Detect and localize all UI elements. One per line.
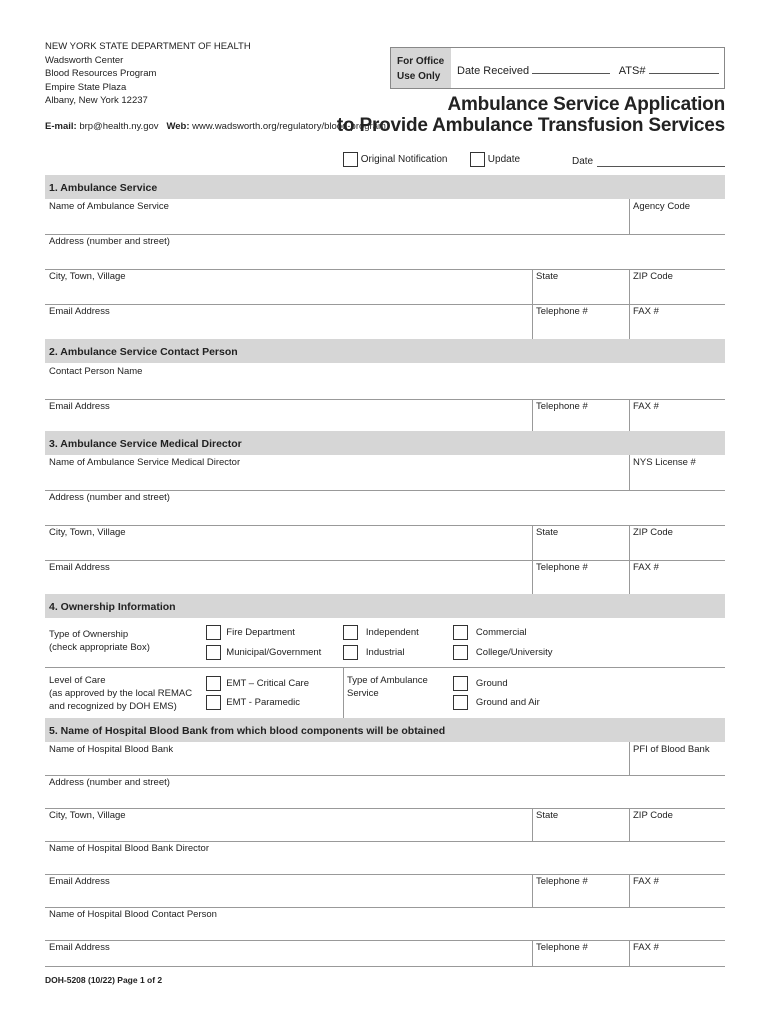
address-label: Address (number and street)	[49, 777, 170, 788]
municipal-label: Municipal/Government	[226, 647, 322, 658]
telephone-label: Telephone #	[536, 942, 588, 953]
divider	[45, 525, 725, 526]
contact-line	[45, 121, 386, 132]
dept-name: NEW YORK STATE DEPARTMENT OF HEALTH	[45, 41, 251, 52]
zip-label: ZIP Code	[633, 271, 673, 282]
divider	[45, 490, 725, 491]
divider	[629, 199, 630, 234]
page-title	[337, 94, 725, 136]
service-type-line2: Service	[347, 688, 379, 699]
email-label: Email Address	[49, 562, 110, 573]
state-label: State	[536, 271, 559, 282]
contact-name-label: Contact Person Name	[49, 366, 143, 377]
divider	[532, 399, 533, 431]
divider	[45, 940, 725, 941]
section-medical-director: 3. Ambulance Service Medical Director	[45, 431, 725, 455]
industrial-label: Industrial	[365, 647, 405, 658]
office-use-label	[391, 48, 451, 88]
divider	[532, 525, 533, 560]
divider	[532, 269, 533, 304]
industrial-checkbox[interactable]	[343, 645, 358, 660]
original-notification-checkbox[interactable]	[343, 152, 358, 167]
email-label: E-mail:	[45, 121, 77, 132]
ats-label: ATS#	[618, 65, 646, 77]
divider	[629, 742, 630, 775]
hbb-name-label: Name of Hospital Blood Bank	[49, 744, 174, 755]
divider	[45, 234, 725, 235]
fax-label: FAX #	[633, 876, 659, 887]
fax-label: FAX #	[633, 306, 659, 317]
nys-license-label: NYS License #	[633, 457, 696, 468]
divider	[45, 907, 725, 908]
notification-date-field[interactable]	[597, 166, 725, 167]
divider	[629, 455, 630, 490]
ats-field[interactable]	[649, 64, 719, 74]
telephone-label: Telephone #	[536, 306, 588, 317]
emt-critical-care-option[interactable]	[206, 676, 309, 691]
hbb-director-label: Name of Hospital Blood Bank Director	[49, 843, 209, 854]
fire-dept-checkbox[interactable]	[206, 625, 221, 640]
email-label: Email Address	[49, 306, 110, 317]
city-line: Albany, New York 12237	[45, 95, 148, 106]
divider	[45, 874, 725, 875]
title-line1: Ambulance Service Application	[447, 94, 725, 115]
section-hospital-blood-bank: 5. Name of Hospital Blood Bank from which blood components will be obtained	[45, 718, 725, 742]
update-option[interactable]	[470, 152, 520, 167]
fire-dept-option[interactable]	[206, 625, 295, 640]
update-label: Update	[487, 154, 521, 165]
level-of-care-label	[49, 674, 192, 713]
service-type-line1: Type of Ambulance	[347, 675, 428, 686]
ground-option[interactable]	[453, 676, 508, 691]
fire-dept-label: Fire Department	[226, 627, 295, 638]
notification-date-label: Date	[572, 156, 594, 167]
divider	[343, 667, 344, 718]
form-footer: DOH-5208 (10/22) Page 1 of 2	[45, 975, 163, 985]
divider	[629, 808, 630, 841]
address-label: Address (number and street)	[49, 492, 170, 503]
independent-label: Independent	[365, 627, 419, 638]
municipal-checkbox[interactable]	[206, 645, 221, 660]
program-name: Blood Resources Program	[45, 68, 157, 79]
divider	[45, 966, 725, 967]
md-name-label: Name of Ambulance Service Medical Director	[49, 457, 241, 468]
office-fields	[457, 64, 719, 77]
level-line1: Level of Care	[49, 675, 106, 686]
commercial-checkbox[interactable]	[453, 625, 468, 640]
telephone-label: Telephone #	[536, 401, 588, 412]
divider	[532, 560, 533, 594]
state-label: State	[536, 810, 559, 821]
divider	[629, 560, 630, 594]
city-label: City, Town, Village	[49, 527, 126, 538]
zip-label: ZIP Code	[633, 527, 673, 538]
divider	[629, 874, 630, 907]
emt-critical-care-checkbox[interactable]	[206, 676, 221, 691]
independent-checkbox[interactable]	[343, 625, 358, 640]
email-label: Email Address	[49, 942, 110, 953]
email-label: Email Address	[49, 401, 110, 412]
date-received-field[interactable]	[532, 64, 610, 74]
divider	[45, 304, 725, 305]
ground-checkbox[interactable]	[453, 676, 468, 691]
agency-address-block	[45, 40, 375, 108]
industrial-option[interactable]	[343, 645, 404, 660]
divider	[45, 841, 725, 842]
divider	[532, 304, 533, 339]
telephone-label: Telephone #	[536, 562, 588, 573]
independent-option[interactable]	[343, 625, 419, 640]
fax-label: FAX #	[633, 401, 659, 412]
divider	[629, 269, 630, 304]
center-name: Wadsworth Center	[45, 54, 124, 66]
pfi-label: PFI of Blood Bank	[633, 744, 710, 755]
divider	[629, 525, 630, 560]
web-link[interactable]: www.wadsworth.org/regulatory/blood-program	[192, 121, 386, 132]
hbb-contact-label: Name of Hospital Blood Contact Person	[49, 909, 217, 920]
commercial-option[interactable]	[453, 625, 527, 640]
ground-air-checkbox[interactable]	[453, 695, 468, 710]
divider	[629, 940, 630, 966]
city-label: City, Town, Village	[49, 810, 126, 821]
emt-paramedic-checkbox[interactable]	[206, 695, 221, 710]
address-label: Address (number and street)	[49, 236, 170, 247]
divider	[532, 940, 533, 966]
commercial-label: Commercial	[475, 627, 527, 638]
section-ownership: 4. Ownership Information	[45, 594, 725, 618]
municipal-option[interactable]	[206, 645, 321, 660]
name-service-label: Name of Ambulance Service	[49, 201, 169, 212]
office-use-box	[390, 47, 725, 89]
divider	[45, 775, 725, 776]
ownership-type-line2: (check appropriate Box)	[49, 642, 150, 653]
web-label: Web:	[166, 121, 190, 132]
divider	[532, 808, 533, 841]
college-label: College/University	[475, 647, 553, 658]
fax-label: FAX #	[633, 942, 659, 953]
ownership-type-line1: Type of Ownership	[49, 629, 129, 640]
telephone-label: Telephone #	[536, 876, 588, 887]
original-notification-option[interactable]	[343, 152, 448, 167]
date-received-label: Date Received	[457, 65, 530, 77]
office-use-line2: Use Only	[397, 71, 441, 82]
notification-date	[572, 156, 593, 167]
section-contact-person: 2. Ambulance Service Contact Person	[45, 339, 725, 363]
level-line3: and recognized by DOH EMS)	[49, 701, 177, 712]
service-type-label	[347, 674, 428, 700]
original-notification-label: Original Notification	[360, 154, 448, 165]
emt-paramedic-label: EMT - Paramedic	[226, 697, 301, 708]
divider	[45, 399, 725, 400]
title-line2: to Provide Ambulance Transfusion Services	[336, 115, 725, 136]
divider	[532, 874, 533, 907]
divider	[45, 808, 725, 809]
fax-label: FAX #	[633, 562, 659, 573]
ground-label: Ground	[475, 678, 508, 689]
update-checkbox[interactable]	[470, 152, 485, 167]
agency-code-label: Agency Code	[633, 201, 691, 212]
college-option[interactable]	[453, 645, 552, 660]
divider	[629, 399, 630, 431]
divider	[629, 304, 630, 339]
plaza-name: Empire State Plaza	[45, 81, 127, 93]
divider	[45, 667, 725, 668]
ground-air-option[interactable]	[453, 695, 540, 710]
zip-label: ZIP Code	[633, 810, 673, 821]
divider	[45, 560, 725, 561]
state-label: State	[536, 527, 559, 538]
emt-paramedic-option[interactable]	[206, 695, 300, 710]
city-label: City, Town, Village	[49, 271, 126, 282]
email-label: Email Address	[49, 876, 110, 887]
college-checkbox[interactable]	[453, 645, 468, 660]
level-line2: (as approved by the local REMAC	[49, 688, 193, 699]
ownership-type-label	[49, 628, 150, 654]
divider	[45, 269, 725, 270]
email-link[interactable]: brp@health.ny.gov	[79, 121, 159, 132]
section-ambulance-service: 1. Ambulance Service	[45, 175, 725, 199]
office-use-line1: For Office	[397, 56, 445, 67]
emt-critical-care-label: EMT – Critical Care	[226, 678, 309, 689]
ground-air-label: Ground and Air	[475, 697, 540, 708]
